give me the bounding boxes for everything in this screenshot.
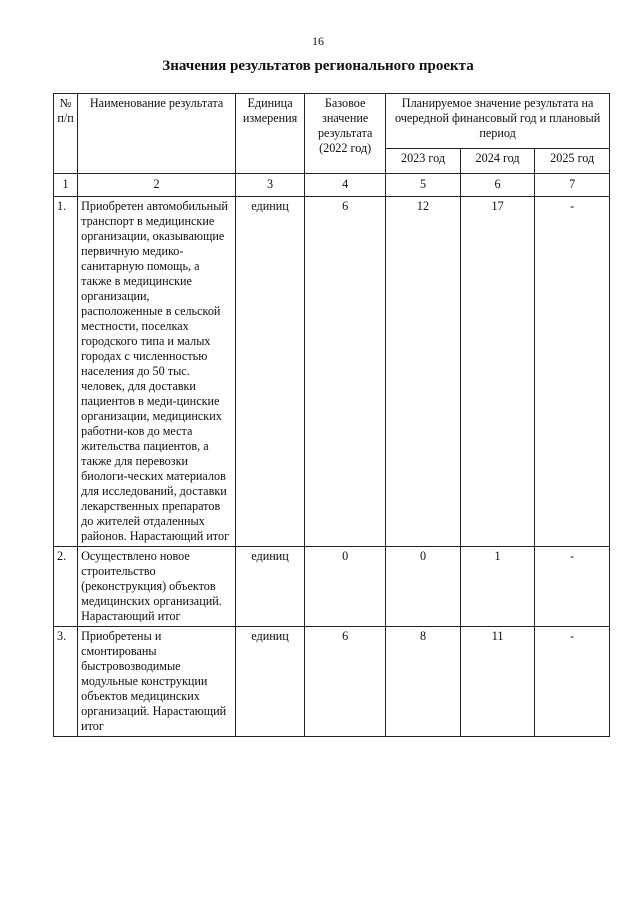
base-value-cell: 6 [305, 627, 386, 737]
column-number: 4 [305, 174, 386, 197]
value-2023-cell: 8 [386, 627, 461, 737]
result-name: Осуществлено новое строительство (реконструкция) объектов медицинских организаций. Нарастающий итог [78, 547, 236, 627]
header-name: Наименование результата [78, 94, 236, 174]
unit-cell: единиц [236, 627, 305, 737]
unit-cell: единиц [236, 197, 305, 547]
header-year-2024: 2024 год [460, 149, 535, 174]
row-number: 2. [54, 547, 78, 627]
row-number: 3. [54, 627, 78, 737]
header-year-2023: 2023 год [386, 149, 461, 174]
header-unit: Единица измерения [236, 94, 305, 174]
unit-cell: единиц [236, 547, 305, 627]
table-row [54, 197, 610, 547]
result-name: Приобретен автомобильный транспорт в медицинские организации, оказывающие первичную медико-санитарную помощь, а также в медицинские организации, расположенные в сельской местности, поселках городского типа и малых городах с численностью населения до 50 тыс. человек, для доставки пациентов в меди-цинские организации, медицинских работни-ков до места жительства пациентов, а также для перевозки биологи-ческих материалов для исследований, доставки лекарственных препаратов до жителей отдаленных районов. Нарастающий итог [78, 197, 236, 547]
base-value-cell: 0 [305, 547, 386, 627]
header-base: Базовое значение результата (2022 год) [305, 94, 386, 174]
header-year-2025: 2025 год [535, 149, 610, 174]
column-number: 7 [535, 174, 610, 197]
value-2025-cell: - [535, 197, 610, 547]
column-number: 6 [460, 174, 535, 197]
base-value-cell: 6 [305, 197, 386, 547]
value-2025-cell: - [535, 547, 610, 627]
row-number: 1. [54, 197, 78, 547]
column-number: 1 [54, 174, 78, 197]
column-number: 2 [78, 174, 236, 197]
table-row [54, 547, 610, 627]
result-name: Приобретены и смонтированы быстровозводимые модульные конструкции объектов медицинских организаций. Нарастающий итог [78, 627, 236, 737]
value-2025-cell: - [535, 627, 610, 737]
header-num: № п/п [54, 94, 78, 174]
results-table [53, 93, 610, 737]
value-2024-cell: 11 [460, 627, 535, 737]
column-number: 5 [386, 174, 461, 197]
value-2023-cell: 12 [386, 197, 461, 547]
table-header-row [54, 94, 610, 149]
document-title: Значения результатов регионального проекта [162, 58, 474, 74]
table-row [54, 627, 610, 737]
column-number: 3 [236, 174, 305, 197]
header-planned: Планируемое значение результата на очередной финансовый год и плановый период [386, 94, 610, 149]
value-2023-cell: 0 [386, 547, 461, 627]
value-2024-cell: 17 [460, 197, 535, 547]
value-2024-cell: 1 [460, 547, 535, 627]
column-numbers-row [54, 174, 610, 197]
page-number: 16 [312, 34, 324, 48]
